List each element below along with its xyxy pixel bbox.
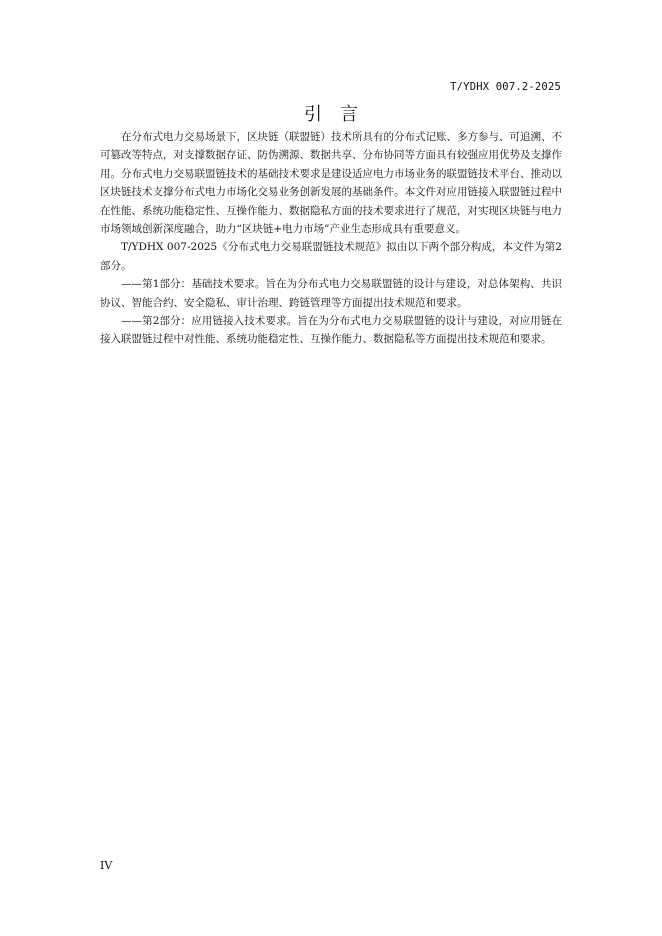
introduction-body — [100, 128, 562, 349]
part-2-description: ——第2部分：应用链接入技术要求。旨在为分布式电力交易联盟链的设计与建设，对应用链在接入联盟链过程中对性能、系统功能稳定性、互操作能力、数据隐私等方面提出技术规范和要求。 — [100, 315, 562, 346]
parts-statement-paragraph: T/YDHX 007-2025《分布式电力交易联盟链技术规范》拟由以下两个部分构成，本文件为第2部分。 — [100, 241, 562, 272]
section-title: 引言 — [304, 104, 376, 125]
page-number: IV — [100, 859, 113, 872]
intro-paragraph: 在分布式电力交易场景下，区块链（联盟链）技术所具有的分布式记账、多方参与、可追溯、不可篡改等特点，对支撑数据存证、防伪溯源、数据共享、分布协同等方面具有较强应用优势及支撑作用。分布式电力交易联盟链技术的基础技术要求是建设适应电力市场业务的联盟链技术平台、推动以区块链技术支撑分布式电力市场化交易业务创新发展的基础条件。本文件对应用链接入联盟链过程中在性能、系统功能稳定性、互操作能力、数据隐私方面的技术要求进行了规范，对实现区块链与电力市场领域创新深度融合，助力“区块链+电力市场”产业生态形成具有重要意义。 — [100, 131, 562, 236]
document-code: T/YDHX 007.2-2025 — [450, 81, 561, 93]
part-1-description: ——第1部分：基础技术要求。旨在为分布式电力交易联盟链的设计与建设，对总体架构、共识协议、智能合约、安全隐私、审计治理、跨链管理等方面提出技术规范和要求。 — [100, 278, 562, 309]
